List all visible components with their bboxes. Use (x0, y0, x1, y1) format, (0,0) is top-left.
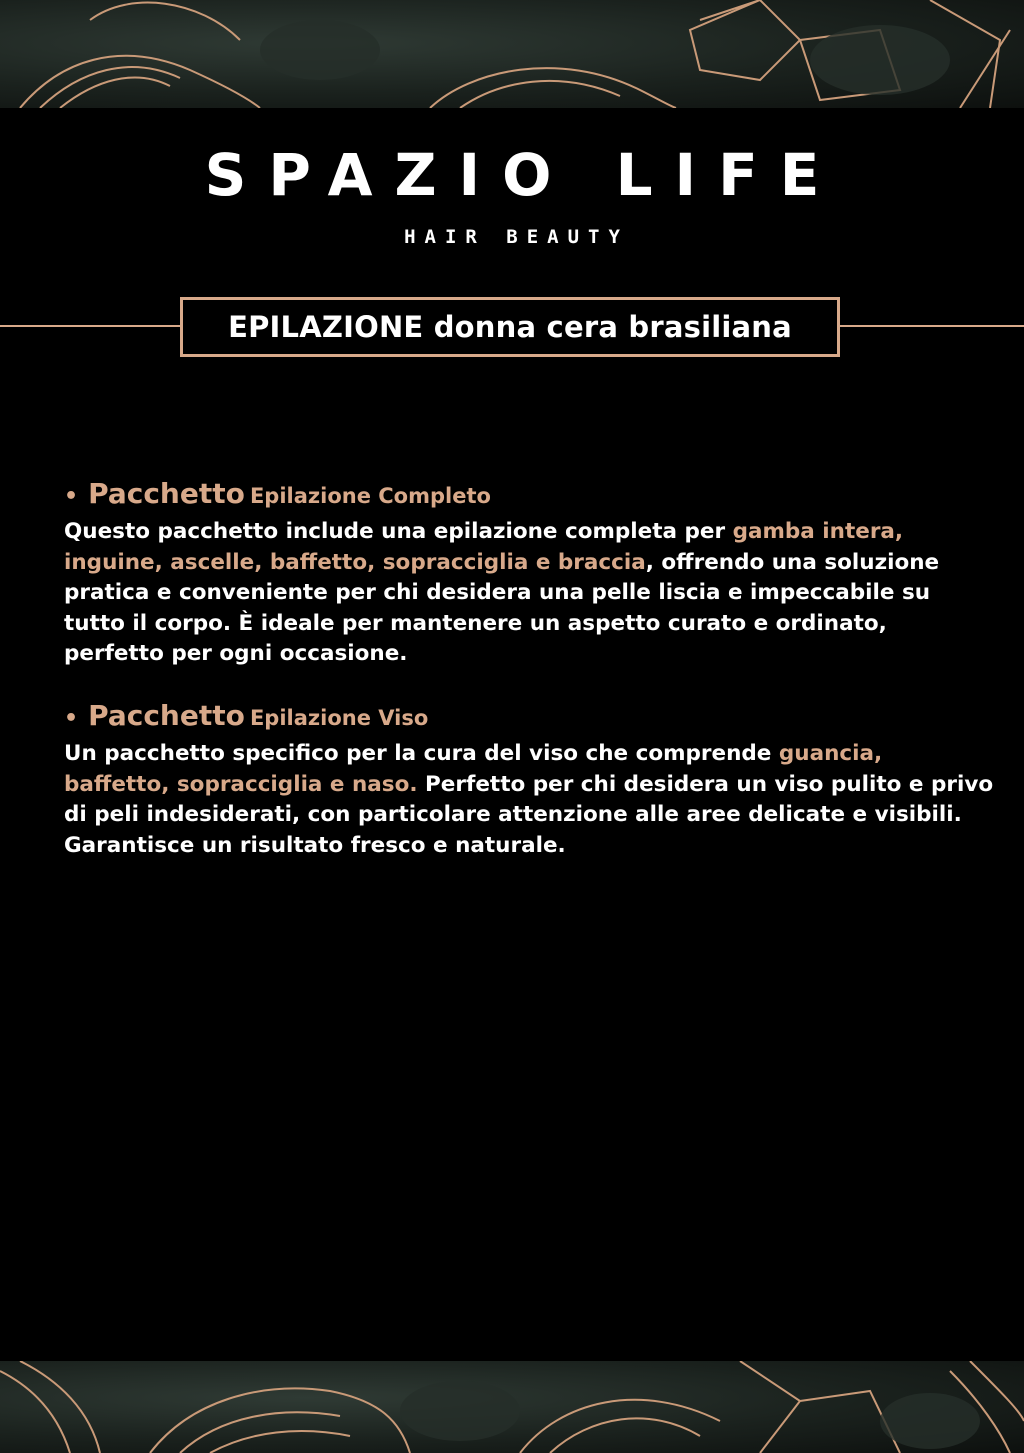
bullet-icon: • (64, 706, 79, 731)
brand-header (0, 140, 1024, 248)
description-text: , offrendo una soluzione pratica e conveniente per chi desidera una pelle liscia e impeccabile su tutto il corpo. È ideale per mantenere un aspetto curato e ordinato, perfetto per ogni occasione. (64, 549, 940, 666)
bullet-icon: • (64, 484, 79, 509)
leaf-pattern-icon (0, 1361, 1024, 1453)
description-highlight: gamba intera, inguine, ascelle, baffetto, sopracciglia e braccia (64, 519, 904, 575)
description-text: Un pacchetto specifico per la cura del viso che comprende (64, 741, 779, 766)
top-decorative-band (0, 0, 1024, 108)
package-name: Epilazione Viso (249, 706, 429, 730)
description-text: Perfetto per chi desidera un viso pulito e privo di peli indesiderati, con particolare attenzione alle aree delicate e visibili. Garantisce un risultato fresco e naturale. (64, 771, 994, 858)
bottom-decorative-band (0, 1361, 1024, 1453)
package-description (64, 739, 994, 861)
package-label: Pacchetto (88, 477, 245, 510)
brand-name: SPAZIO LIFE (204, 141, 842, 209)
package-item (64, 475, 994, 670)
description-text: Questo pacchetto include una epilazione completa per (64, 519, 733, 544)
title-rule-left (0, 325, 180, 327)
brand-tagline: HAIR BEAUTY (404, 226, 629, 248)
title-rule-right (840, 325, 1024, 327)
package-item (64, 697, 994, 861)
section-title-box (180, 297, 840, 357)
package-name: Epilazione Completo (249, 484, 491, 508)
package-heading (64, 697, 994, 739)
page-title: EPILAZIONE donna cera brasiliana (228, 310, 792, 344)
description-highlight: guancia, baffetto, sopracciglia e naso. (64, 741, 883, 797)
package-label: Pacchetto (88, 699, 245, 732)
package-description (64, 517, 994, 670)
leaf-pattern-icon (0, 0, 1024, 108)
package-heading (64, 475, 994, 517)
